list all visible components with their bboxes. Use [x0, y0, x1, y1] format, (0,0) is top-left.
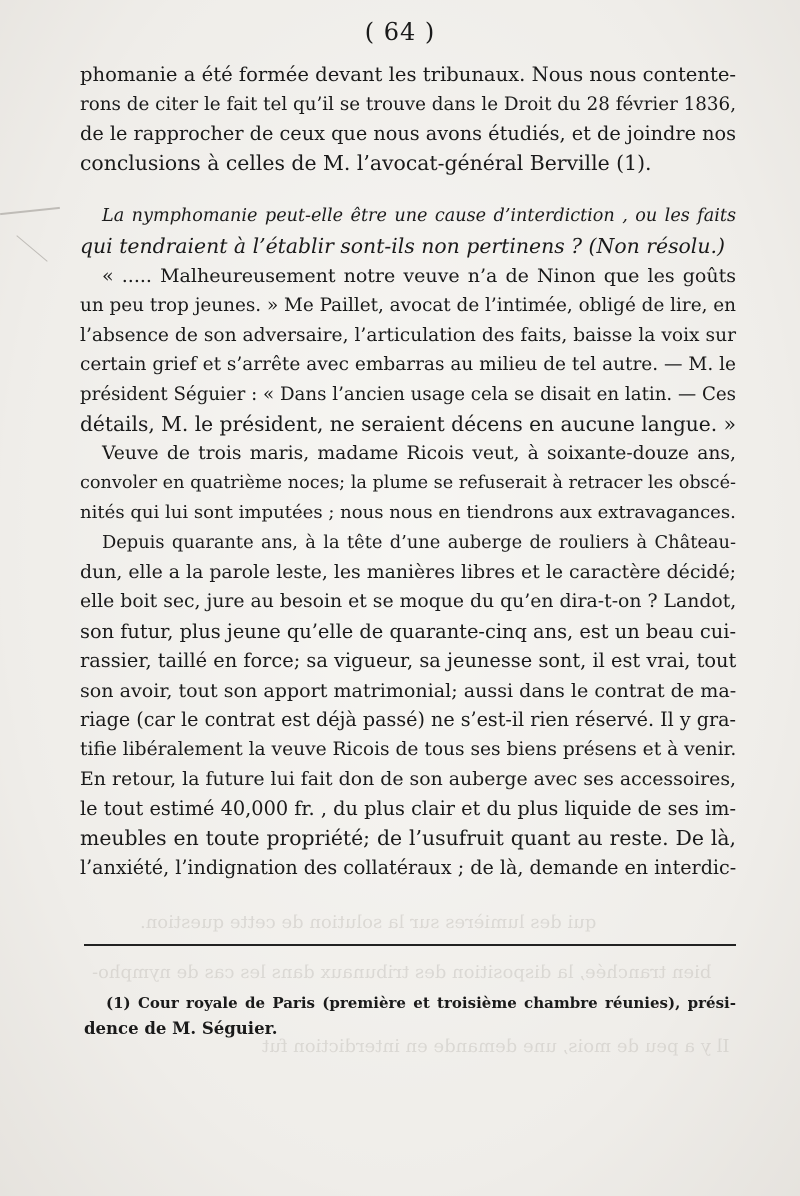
bleed-through-text: qui des lumières sur la solution de cette question. — [140, 912, 597, 933]
bleed-through-text: bien tranchée, la disposition des tribunaux dans les cas de nympho- — [92, 962, 712, 983]
bleed-through-text: Il y a peu de mois, une demande en interdiction fut — [262, 1036, 730, 1057]
page-mark — [0, 207, 60, 215]
footnote-line: dence de M. Séguier. — [84, 1019, 278, 1038]
text-line: dun, elle a la parole leste, les manières libres et le caractère décidé; — [80, 560, 736, 583]
text-line: tifie libéralement la veuve Ricois de tous ses biens présens et à venir. — [80, 739, 737, 761]
text-line: Depuis quarante ans, à la tête d’une auberge de rouliers à Château- — [102, 531, 736, 553]
text-line: « ..... Malheureusement notre veuve n’a de Ninon que les goûts — [102, 264, 736, 287]
text-line: président Séguier : « Dans l’ancien usage cela se disait en latin. — Ces — [80, 383, 736, 405]
text-line: certain grief et s’arrête avec embarras au milieu de tel autre. — M. le — [80, 354, 736, 376]
body-text — [80, 60, 736, 883]
text-line: rassier, taillé en force; sa vigueur, sa jeunesse sont, il est vrai, tout — [80, 649, 737, 673]
text-line: l’absence de son adversaire, l’articulation des faits, baisse la voix sur — [80, 324, 736, 346]
page-mark — [16, 235, 47, 261]
text-line: détails, M. le président, ne seraient décens en aucune langue. » — [80, 411, 736, 436]
text-line: son avoir, tout son apport matrimonial; aussi dans le contrat de ma- — [80, 678, 737, 702]
text-line: un peu trop jeunes. » Me Paillet, avocat de l’intimée, obligé de lire, en — [80, 295, 736, 317]
text-line: riage (car le contrat est déjà passé) ne s’est-il rien réservé. Il y gra- — [80, 708, 736, 732]
text-line: conclusions à celles de M. l’avocat-général Berville (1). — [80, 150, 652, 175]
text-line: meubles en toute propriété; de l’usufruit quant au reste. De là, — [80, 825, 736, 850]
text-line: son futur, plus jeune qu’elle de quarante-cinq ans, est un beau cui- — [80, 619, 736, 643]
text-line: nités qui lui sont imputées ; nous nous en tiendrons aux extravagances. — [80, 502, 736, 524]
text-line: l’anxiété, l’indignation des collatéraux ; de là, demande en interdic- — [80, 856, 737, 880]
text-line: rons de citer le fait tel qu’il se trouve dans le Droit du 28 février 1836, — [80, 93, 737, 115]
text-line: En retour, la future lui fait don de son auberge avec ses accessoires, — [80, 767, 736, 790]
page-number: ( 64 ) — [364, 18, 436, 46]
text-line: de le rapprocher de ceux que nous avons étudiés, et de joindre nos — [80, 122, 736, 146]
footnote-line: (1) Cour royale de Paris (première et troisième chambre réunies), prési- — [106, 994, 736, 1012]
text-line: elle boit sec, jure au besoin et se moque du qu’en dira-t-on ? Landot, — [80, 591, 737, 613]
text-line: convoler en quatrième noces; la plume se refuserait à retracer les obscé- — [80, 472, 736, 493]
text-line: phomanie a été formée devant les tribunaux. Nous nous contente- — [80, 63, 736, 86]
footnote-divider — [84, 944, 736, 946]
text-line: qui tendraient à l’établir sont-ils non pertinens ? (Non résolu.) — [80, 233, 725, 258]
text-line: le tout estimé 40,000 fr. , du plus clair et du plus liquide de ses im- — [80, 797, 736, 821]
text-line: Veuve de trois maris, madame Ricois veut, à soixante-douze ans, — [102, 443, 736, 465]
text-line: La nymphomanie peut-elle être une cause d’interdiction , ou les faits — [102, 206, 736, 227]
footnote — [84, 990, 736, 1042]
